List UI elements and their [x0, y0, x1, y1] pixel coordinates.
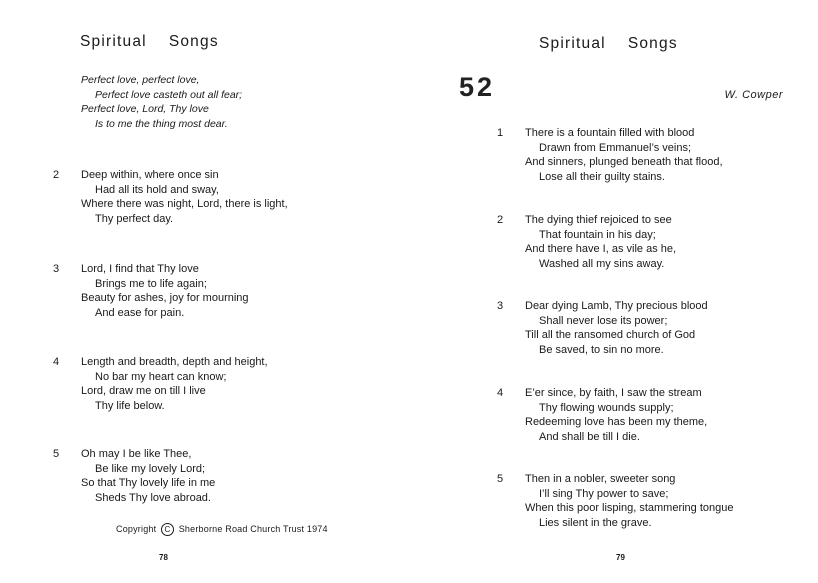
chorus-line: Perfect love, Lord, Thy love — [81, 103, 209, 115]
stanza-line: Till all the ransomed church of God — [525, 329, 696, 341]
stanza-line: Thy flowing wounds supply; — [539, 401, 674, 414]
stanza-line: Washed all my sins away. — [539, 257, 665, 270]
stanza-line: And shall be till I die. — [539, 430, 640, 443]
stanza-line: So that Thy lovely life in me — [81, 477, 216, 489]
stanza-line: Where there was night, Lord, there is light, — [81, 198, 288, 210]
stanza-line: Lies silent in the grave. — [539, 516, 652, 529]
stanza-line: Dear dying Lamb, Thy precious blood — [525, 300, 708, 312]
stanza-line: And sinners, plunged beneath that flood, — [525, 156, 723, 168]
stanza — [497, 299, 708, 357]
stanza-line: Be saved, to sin no more. — [539, 343, 664, 356]
stanza-number: 4 — [53, 356, 60, 368]
right-page — [409, 0, 818, 583]
stanza-line: That fountain in his day; — [539, 228, 656, 241]
stanza-number: 3 — [53, 263, 60, 275]
stanza-number: 5 — [53, 448, 60, 460]
stanza-line: Deep within, where once sin — [81, 169, 219, 181]
stanza — [53, 447, 216, 505]
stanza-line: The dying thief rejoiced to see — [525, 214, 672, 226]
stanza-number: 2 — [53, 169, 60, 181]
stanza-line: No bar my heart can know; — [95, 370, 227, 383]
stanza-line: I’ll sing Thy power to save; — [539, 487, 669, 500]
stanza-line: Length and breadth, depth and height, — [81, 356, 268, 368]
stanza-line: Lose all their guilty stains. — [539, 170, 665, 183]
stanza-line: There is a fountain filled with blood — [525, 127, 695, 139]
stanza-number: 1 — [497, 127, 504, 139]
hymn-number: 52 — [459, 72, 496, 102]
chorus-line: Perfect love, perfect love, — [81, 74, 200, 86]
hymn-author: W. Cowper — [724, 89, 783, 101]
running-head: Spiritual Songs — [539, 35, 678, 52]
stanza — [497, 213, 677, 271]
stanza-line: And ease for pain. — [95, 306, 185, 319]
chorus-line: Is to me the thing most dear. — [95, 117, 228, 130]
stanza-line: Beauty for ashes, joy for mourning — [81, 292, 249, 304]
stanza-line: E’er since, by faith, I saw the stream — [525, 387, 702, 399]
stanza-line: Sheds Thy love abroad. — [95, 491, 211, 504]
stanza — [497, 126, 723, 184]
copyright-icon: C — [161, 523, 174, 536]
stanza — [53, 168, 288, 226]
copyright-label: Copyright — [116, 523, 157, 534]
stanza-line: Lord, draw me on till I live — [81, 385, 206, 397]
copyright-notice — [116, 523, 328, 536]
stanza-line: Brings me to life again; — [95, 277, 207, 290]
stanza-line: Then in a nobler, sweeter song — [525, 473, 676, 485]
stanza-line: And there have I, as vile as he, — [525, 243, 677, 255]
page-number: 79 — [616, 553, 625, 562]
stanza-number: 3 — [497, 300, 504, 312]
stanza-line: Be like my lovely Lord; — [95, 462, 206, 475]
stanza-line: Shall never lose its power; — [539, 314, 668, 327]
stanza-number: 4 — [497, 387, 504, 399]
stanza-number: 5 — [497, 473, 504, 485]
stanza — [497, 472, 734, 530]
stanza-line: Oh may I be like Thee, — [81, 448, 192, 460]
stanza-line: When this poor lisping, stammering tongue — [525, 502, 734, 514]
running-head: Spiritual Songs — [80, 33, 219, 50]
stanza-line: Drawn from Emmanuel’s veins; — [539, 141, 692, 154]
chorus-line: Perfect love casteth out all fear; — [95, 88, 243, 101]
stanza — [497, 386, 708, 444]
stanza — [53, 355, 268, 413]
stanza-line: Thy perfect day. — [95, 212, 174, 225]
stanza-number: 2 — [497, 214, 504, 226]
stanza-line: Lord, I find that Thy love — [81, 263, 199, 275]
stanza — [53, 262, 249, 320]
stanza-line: Thy life below. — [95, 399, 165, 412]
copyright-holder: Sherborne Road Church Trust 1974 — [178, 523, 328, 534]
page-number: 78 — [159, 553, 168, 562]
stanza-line: Redeeming love has been my theme, — [525, 416, 708, 428]
chorus — [81, 73, 242, 131]
stanza-line: Had all its hold and sway, — [95, 183, 219, 196]
